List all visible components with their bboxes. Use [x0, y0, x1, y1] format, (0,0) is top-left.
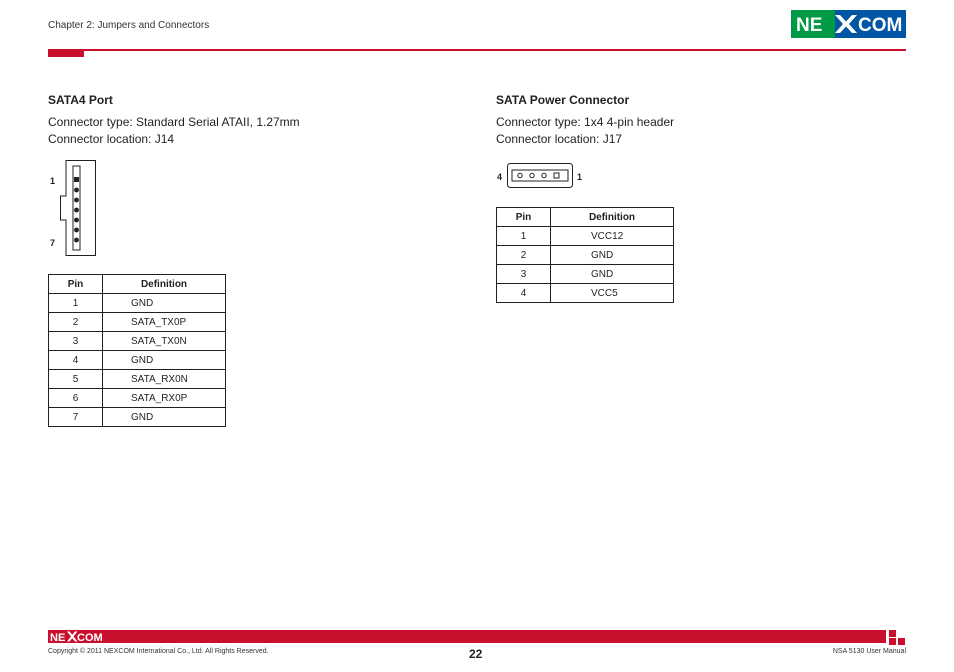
- sata4-connector-location: Connector location: J14: [48, 132, 175, 146]
- sata-power-pin1-label: 1: [577, 172, 583, 182]
- footer-square: [889, 630, 896, 637]
- svg-text:NE: NE: [50, 632, 66, 643]
- pin-cell: 4: [49, 351, 103, 370]
- footer-bar: [48, 630, 886, 643]
- definition-cell: GND: [103, 408, 226, 427]
- nexcom-logo: [791, 10, 906, 38]
- sata-power-pin4-label: 4: [497, 172, 503, 182]
- table-row: [497, 246, 674, 265]
- sata-power-connector-diagram: [507, 163, 573, 188]
- table-header-pin: Pin: [497, 208, 551, 227]
- pin-cell: 5: [49, 370, 103, 389]
- footer-square: [898, 638, 905, 645]
- sata-power-pin-table: [496, 207, 674, 303]
- sata-power-heading: SATA Power Connector: [496, 93, 630, 107]
- svg-text:NE: NE: [796, 15, 823, 36]
- pin-cell: 2: [497, 246, 551, 265]
- table-row: [497, 284, 674, 303]
- pin-cell: 3: [497, 265, 551, 284]
- pin-cell: 1: [497, 227, 551, 246]
- footer-nexcom-logo: [49, 630, 109, 643]
- pin-cell: 7: [49, 408, 103, 427]
- sata4-pin-table: [48, 274, 226, 427]
- table-row: [497, 265, 674, 284]
- pin-cell: 3: [49, 332, 103, 351]
- pin-cell: 1: [49, 294, 103, 313]
- definition-cell: GND: [551, 265, 674, 284]
- table-header-pin: Pin: [49, 275, 103, 294]
- table-row: [49, 332, 226, 351]
- table-row: [49, 370, 226, 389]
- chapter-title: Chapter 2: Jumpers and Connectors: [48, 20, 210, 31]
- definition-cell: VCC12: [551, 227, 674, 246]
- definition-cell: GND: [103, 351, 226, 370]
- table-row: [497, 227, 674, 246]
- sata4-connector-diagram: [60, 160, 96, 256]
- definition-cell: GND: [103, 294, 226, 313]
- table-row: [49, 408, 226, 427]
- footer-copyright: Copyright © 2011 NEXCOM International Co., Ltd. All Rights Reserved.: [48, 648, 269, 655]
- sata4-pin7-label: 7: [50, 238, 56, 248]
- footer-manual-name: NSA 5130 User Manual: [832, 648, 906, 655]
- table-row: [49, 351, 226, 370]
- sata-power-connector-type: Connector type: 1x4 4-pin header: [496, 115, 675, 129]
- pin-cell: 6: [49, 389, 103, 408]
- sata4-heading: SATA4 Port: [48, 93, 113, 107]
- table-header-definition: Definition: [103, 275, 226, 294]
- svg-text:COM: COM: [77, 632, 103, 643]
- table-row: [49, 294, 226, 313]
- table-row: [49, 313, 226, 332]
- footer-square: [889, 638, 896, 645]
- header-rule-tab: [48, 49, 84, 57]
- definition-cell: SATA_TX0N: [103, 332, 226, 351]
- pin-cell: 4: [497, 284, 551, 303]
- definition-cell: SATA_TX0P: [103, 313, 226, 332]
- page-number: 22: [469, 647, 483, 661]
- definition-cell: SATA_RX0N: [103, 370, 226, 389]
- sata-power-connector-location: Connector location: J17: [496, 132, 623, 146]
- definition-cell: GND: [551, 246, 674, 265]
- header-rule: [48, 49, 906, 51]
- svg-text:COM: COM: [858, 15, 903, 36]
- pin-cell: 2: [49, 313, 103, 332]
- table-header-definition: Definition: [551, 208, 674, 227]
- definition-cell: VCC5: [551, 284, 674, 303]
- sata4-pin1-label: 1: [50, 176, 56, 186]
- definition-cell: SATA_RX0P: [103, 389, 226, 408]
- table-row: [49, 389, 226, 408]
- sata4-connector-type: Connector type: Standard Serial ATAII, 1.27mm: [48, 115, 300, 129]
